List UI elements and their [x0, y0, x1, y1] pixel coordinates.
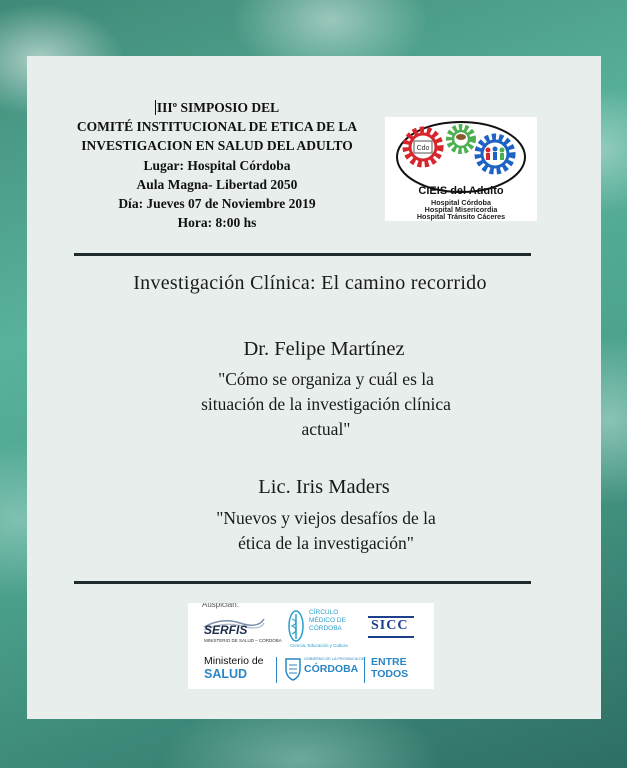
talk-2-line-1: "Nuevos y viejos desafíos de la [216, 508, 436, 528]
todos-label: TODOS [371, 668, 409, 680]
logo-hospital-transito: Hospital Tránsito Cáceres [416, 212, 506, 221]
ministerio-label: Ministerio de [204, 655, 264, 667]
circulo-tagline: Ciencia, Educación y Cultura [290, 643, 348, 648]
sponsor-divider-2 [364, 657, 365, 683]
cieis-logo [385, 117, 537, 221]
circulo-medico-logo [309, 609, 346, 633]
header-line-time: Hora: 8:00 hs [177, 215, 257, 231]
serfis-subtitle: MINISTERIO DE SALUD – CÓRDOBA [204, 638, 282, 643]
cordoba-shield-icon [284, 657, 302, 681]
header-line-research: INVESTIGACION EN SALUD DEL ADULTO [81, 138, 353, 154]
speaker-1-talk [27, 367, 625, 442]
sponsors-panel [188, 603, 434, 689]
header-line-room: Aula Magna- Libertad 2050 [136, 176, 298, 192]
gobierno-label: GOBIERNO DE LA PROVINCIA DE [304, 657, 365, 661]
speaker-1-name: Dr. Felipe Martínez [243, 338, 405, 360]
logo-hospital-cordoba: Hospital Córdoba [431, 198, 491, 207]
green-gear-icon [449, 127, 473, 151]
red-gear-icon [406, 130, 440, 164]
entre-label: ENTRE [371, 656, 407, 668]
serfis-logo: SERFIS [204, 623, 248, 637]
caduceus-icon [287, 609, 305, 643]
circulo-line-2: MÉDICO DE [309, 617, 346, 624]
svg-text:Cdo: Cdo [416, 145, 430, 152]
sponsors-header: Auspician: [202, 603, 239, 609]
talk-1-line-1: "Cómo se organiza y cuál es la [218, 369, 434, 389]
circulo-line-3: CÓRDOBA [309, 625, 342, 632]
header-line-edition: IIIº SIMPOSIO DEL [156, 100, 280, 115]
header-line-date: Día: Jueves 07 de Noviembre 2019 [118, 196, 316, 212]
sponsor-divider-1 [276, 657, 277, 683]
flyer-card [27, 56, 601, 719]
logo-hospital-misericordia: Hospital Misericordia [424, 205, 498, 214]
speaker-2-name: Lic. Iris Maders [258, 476, 390, 498]
logo-name: CIEIS del Adulto [418, 185, 504, 197]
symposium-title: Investigación Clínica: El camino recorrido [133, 272, 487, 294]
salud-label: SALUD [204, 667, 248, 681]
sicc-bar-bottom [368, 636, 414, 638]
talk-2-line-2: ética de la investigación" [238, 533, 414, 553]
header-line-place: Lugar: Hospital Córdoba [143, 157, 291, 173]
header-line-committee: COMITÉ INSTITUCIONAL DE ETICA DE LA [76, 119, 358, 135]
event-header [61, 98, 373, 232]
cordoba-label: CÓRDOBA [304, 663, 359, 675]
speaker-2-talk [27, 506, 625, 556]
entre-todos-logo [371, 656, 408, 680]
blue-gear-icon [478, 137, 512, 171]
divider-bottom [74, 581, 531, 584]
circulo-line-1: CÍRCULO [309, 609, 339, 616]
talk-1-line-2: situación de la investigación clínica [201, 394, 451, 414]
sicc-logo: SICC [371, 618, 409, 633]
talk-1-line-3: actual" [301, 419, 351, 439]
divider-top [74, 253, 531, 256]
